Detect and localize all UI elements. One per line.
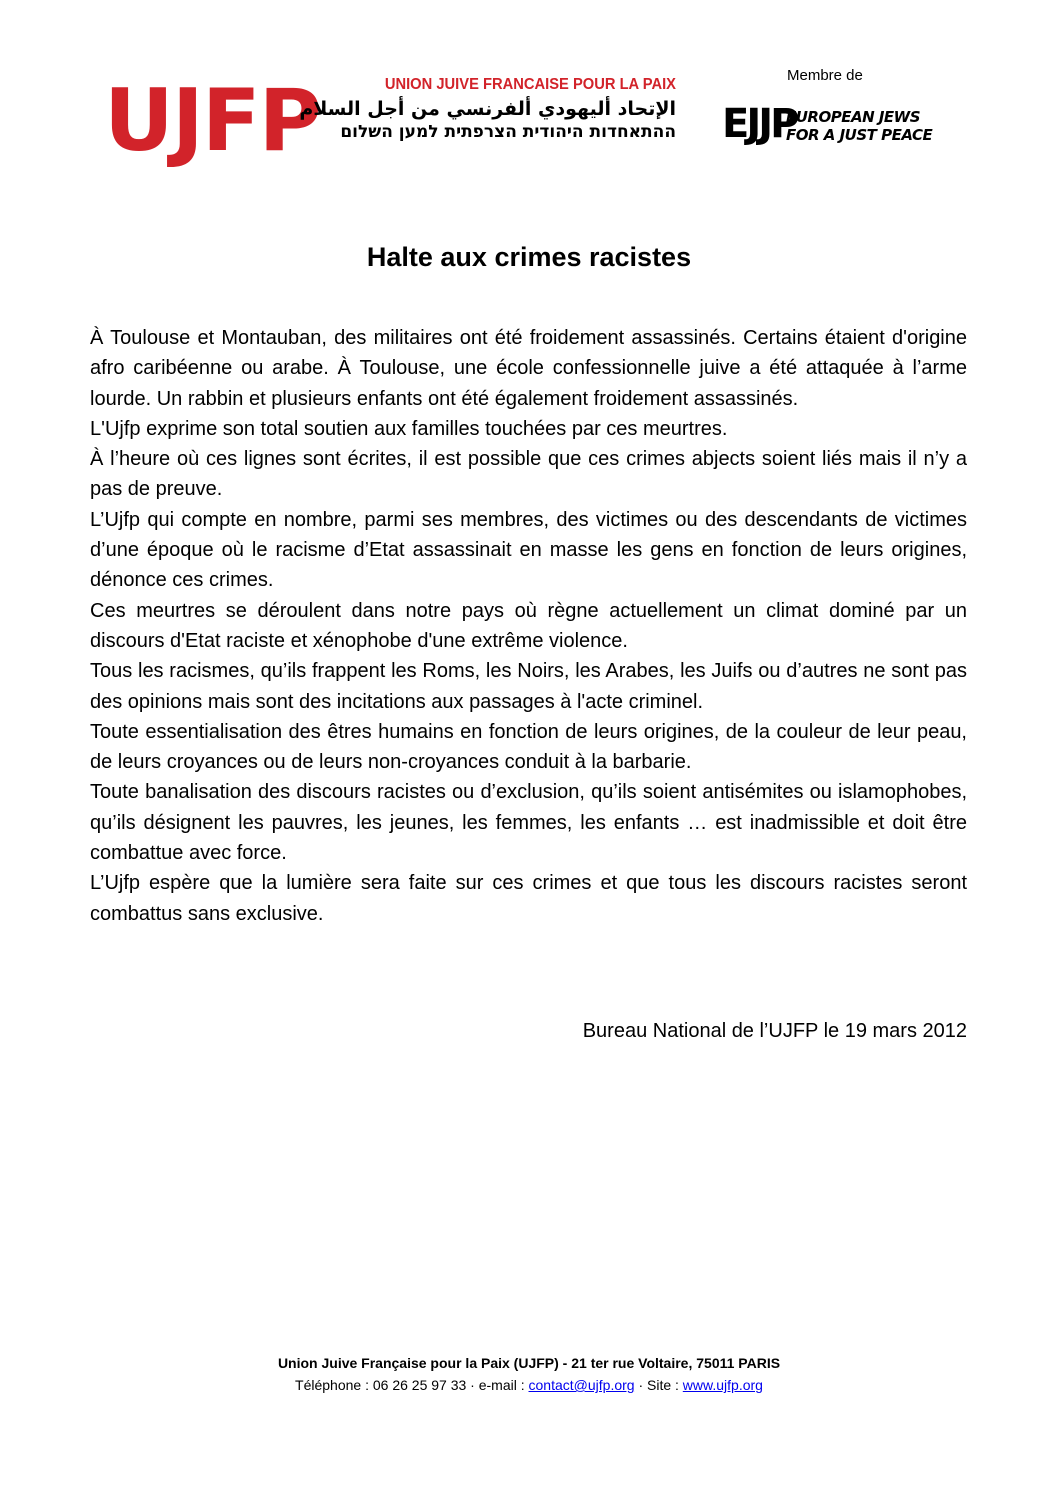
paragraph: L'Ujfp exprime son total soutien aux familles touchées par ces meurtres.: [90, 417, 728, 440]
ejjp-logo-text: [786, 108, 932, 144]
ejjp-logo-line2: FOR A JUST PEACE: [786, 126, 933, 144]
footer: [0, 1352, 1058, 1396]
footer-address: Union Juive Française pour la Paix (UJFP) - 21 ter rue Voltaire, 75011 PARIS: [277, 1355, 781, 1371]
org-name-french: UNION JUIVE FRANCAISE POUR LA PAIX: [384, 76, 676, 93]
paragraph: L’Ujfp qui compte en nombre, parmi ses membres, des victimes ou des descendants de victimes d’une époque où le racisme d’Etat assassinait en masse les gens en fonction de leurs origines, dénonce ces crimes.: [90, 508, 967, 592]
footer-phone: Téléphone : 06 26 25 97 33 · e-mail :: [295, 1377, 529, 1393]
email-link[interactable]: contact@ujfp.org: [528, 1377, 635, 1393]
body-text: [90, 323, 967, 929]
document-title: Halte aux crimes racistes: [366, 242, 692, 272]
ejjp-logo: [722, 101, 933, 156]
footer-site-label: · Site :: [634, 1377, 683, 1393]
paragraph: Toute banalisation des discours racistes ou d’exclusion, qu’ils soient antisémites ou islamophobes, qu’ils désignent les pauvres, les jeunes, les femmes, les enfants … est inadmissible et doit être combattue avec force.: [90, 781, 967, 865]
signature: Bureau National de l’UJFP le 19 mars 2012: [582, 1020, 967, 1042]
org-name-block: [299, 76, 676, 142]
paragraph: À Toulouse et Montauban, des militaires ont été froidement assassinés. Certains étaient d'origine afro caribéenne ou arabe. À Toulouse, une école confessionnelle juive a été attaquée à l’arme lourde. Un rabbin et plusieurs enfants ont été également froidement assassinés.: [90, 327, 967, 410]
paragraph: Tous les racismes, qu’ils frappent les Roms, les Noirs, les Arabes, les Juifs ou d’autres ne sont pas des opinions mais sont des incitations aux passages à l'acte criminel.: [90, 660, 967, 713]
org-name-hebrew: ההתאחדות היהודית הצרפתית למען השלום: [340, 122, 676, 142]
paragraph: À l’heure où ces lignes sont écrites, il est possible que ces crimes abjects soient liés mais il n’y a pas de preuve.: [90, 448, 967, 501]
ejjp-logo-line1: EUROPEAN JEWS: [786, 108, 921, 126]
paragraph: Toute essentialisation des êtres humains en fonction de leurs origines, de la couleur de leur peau, de leurs croyances ou de leurs non-croyances conduit à la barbarie.: [90, 720, 967, 774]
org-name-arabic: الإتحاد أليهودي ألفرنسي من أجل السلام: [299, 98, 676, 120]
footer-contact-line: [0, 1374, 1058, 1396]
member-label: Membre de: [787, 67, 863, 84]
paragraph: L’Ujfp espère que la lumière sera faite sur ces crimes et que tous les discours racistes seront combattus sans exclusive.: [90, 872, 967, 925]
ujfp-logo: UJFP: [104, 71, 320, 171]
ejjp-logo-mark: EJJP: [722, 101, 797, 147]
paragraph: Ces meurtres se déroulent dans notre pays où règne actuellement un climat dominé par un discours d'Etat raciste et xénophobe d'une extrême violence.: [90, 599, 967, 652]
website-link[interactable]: www.ujfp.org: [682, 1377, 763, 1393]
